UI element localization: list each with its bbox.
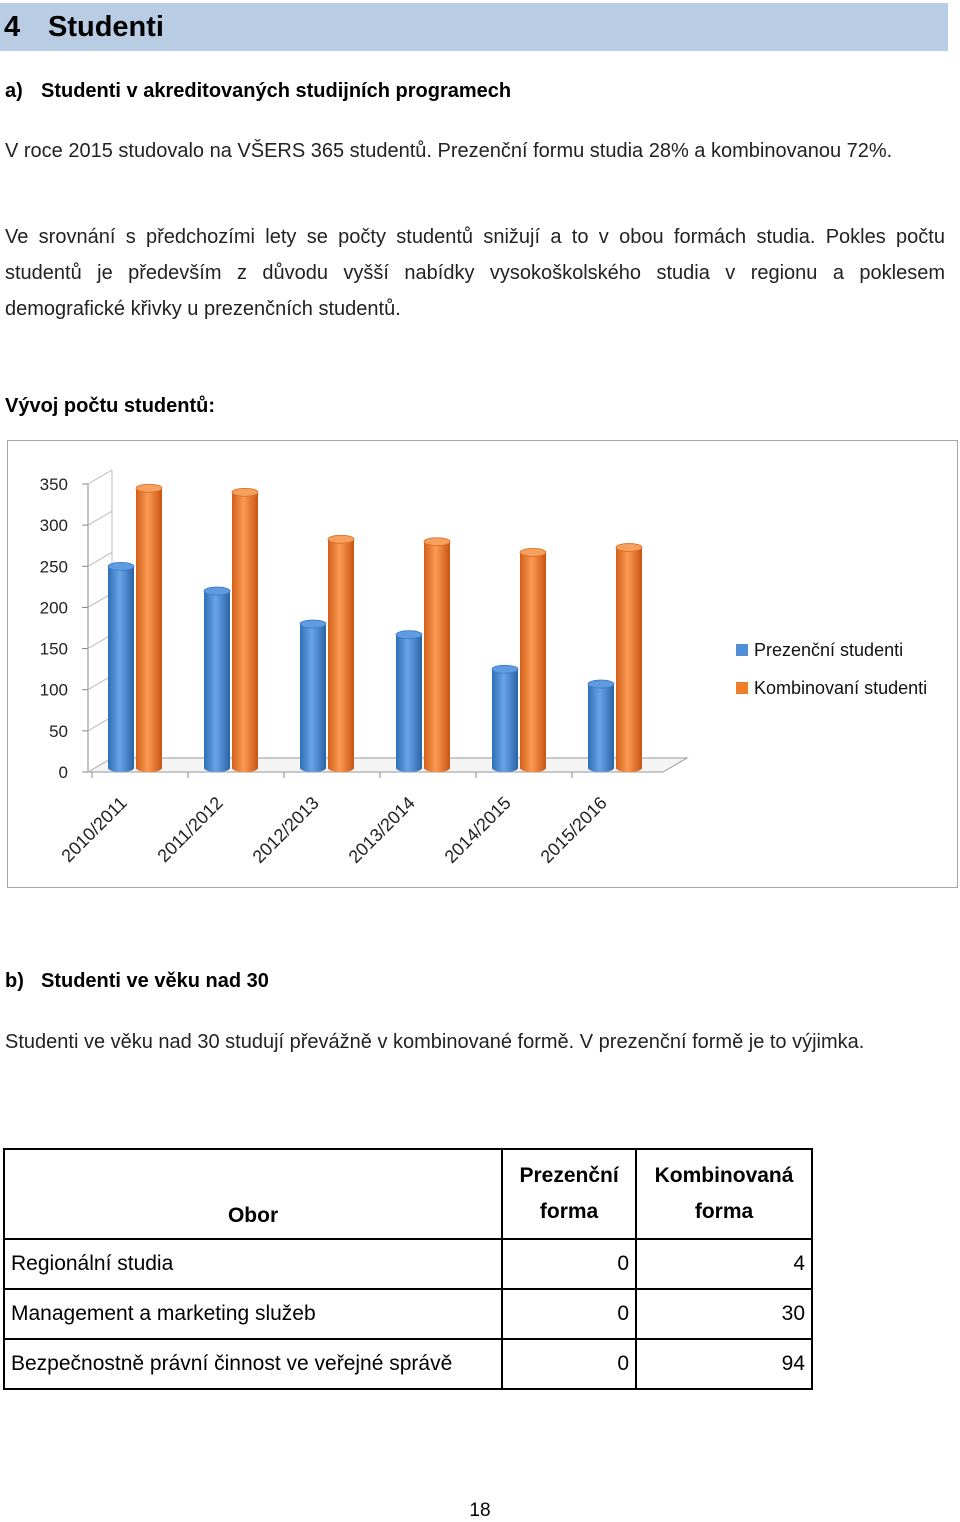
chart-legend — [736, 631, 927, 707]
bar — [300, 624, 326, 768]
x-tick-label: 2011/2012 — [153, 792, 227, 867]
bar-base — [492, 764, 518, 772]
bar-cap — [232, 488, 258, 496]
bar-base — [396, 764, 422, 772]
page-number: 18 — [469, 1500, 491, 1521]
chapter-title: Studenti — [48, 10, 164, 43]
cell-obor: Management a marketing služeb — [4, 1289, 502, 1339]
x-tick-label: 2010/2011 — [57, 792, 131, 867]
y-tick-diagonal — [88, 511, 112, 525]
bar — [328, 539, 354, 768]
bar-cap — [424, 538, 450, 546]
y-tick-diagonal — [88, 552, 112, 566]
x-tick-label: 2015/2016 — [536, 792, 611, 867]
legend-swatch-orange — [736, 682, 748, 694]
bar — [108, 566, 134, 768]
y-tick-label: 50 — [49, 721, 68, 741]
legend-swatch-blue — [736, 644, 748, 656]
y-tick-label: 150 — [39, 639, 68, 659]
section-b-heading — [5, 970, 269, 993]
legend-label-kombinovani: Kombinovaní studenti — [754, 677, 928, 698]
bar-cap — [616, 543, 642, 551]
table-row — [4, 1339, 812, 1389]
bar — [204, 591, 230, 768]
section-b-paragraph: Studenti ve věku nad 30 studují převážně v kombinované formě. V prezenční formě je to výjimka. — [5, 1031, 865, 1053]
cell-prezencni: 0 — [502, 1289, 636, 1339]
section-a-paragraph-2: Ve srovnání s předchozími lety se počty studentů snižují a to v obou formách studia. Pokles počtu studentů je především z důvodu vyšší nabídky vysokoškolského studia v regionu a poklesem demografické křivky u prezenčních studentů. — [5, 226, 945, 320]
cell-prezencni: 0 — [502, 1339, 636, 1389]
table-row — [4, 1239, 812, 1289]
y-tick-label: 250 — [39, 557, 68, 577]
bar-base — [588, 764, 614, 772]
bar-base — [204, 764, 230, 772]
bar-base — [232, 764, 258, 772]
header-prezencni: Prezenční forma — [502, 1149, 636, 1239]
bar-base — [108, 764, 134, 772]
bar — [396, 635, 422, 768]
section-a-letter: a) — [5, 80, 23, 102]
section-b-letter: b) — [5, 970, 24, 992]
legend-label-prezencni: Prezenční studenti — [754, 639, 904, 660]
bar — [616, 547, 642, 768]
section-b-title: Studenti ve věku nad 30 — [41, 970, 269, 992]
cell-obor: Bezpečnostně právní činnost ve veřejné správě — [4, 1339, 502, 1389]
bar-base — [300, 764, 326, 772]
chart-heading: Vývoj počtu studentů: — [5, 395, 215, 417]
legend-item-kombinovani — [736, 669, 927, 707]
legend-item-prezencni — [736, 631, 927, 669]
table-header-row — [4, 1149, 812, 1239]
bar-cap — [588, 680, 614, 688]
bar-cap — [520, 548, 546, 556]
bar-base — [520, 764, 546, 772]
x-tick-label: 2012/2013 — [248, 792, 323, 867]
student-chart — [7, 440, 958, 888]
y-tick-label: 0 — [58, 763, 68, 782]
bar — [520, 552, 546, 768]
header-kombinovana: Kombinovaná forma — [636, 1149, 812, 1239]
section-a-heading — [5, 80, 511, 103]
y-tick-label: 100 — [39, 680, 68, 700]
bar-base — [424, 764, 450, 772]
section-a-title: Studenti v akreditovaných studijních programech — [41, 80, 512, 102]
y-tick-label: 300 — [39, 516, 68, 536]
cell-kombinovana: 30 — [636, 1289, 812, 1339]
bar — [424, 542, 450, 768]
bar-cap — [492, 665, 518, 673]
chapter-number: 4 — [4, 10, 21, 43]
header-obor: Obor — [4, 1149, 502, 1239]
y-tick-label: 350 — [39, 475, 68, 494]
cell-kombinovana: 4 — [636, 1239, 812, 1289]
y-tick-label: 200 — [39, 598, 68, 618]
bar-cap — [136, 484, 162, 492]
cell-obor: Regionální studia — [4, 1239, 502, 1289]
bar-base — [328, 764, 354, 772]
bar-cap — [204, 587, 230, 595]
bar — [232, 492, 258, 768]
y-tick-diagonal — [88, 470, 112, 484]
bar-base — [616, 764, 642, 772]
bar-cap — [328, 535, 354, 543]
cell-prezencni: 0 — [502, 1239, 636, 1289]
x-tick-label: 2014/2015 — [440, 792, 515, 867]
bar — [492, 669, 518, 768]
cell-kombinovana: 94 — [636, 1339, 812, 1389]
bar-base — [136, 764, 162, 772]
x-tick-label: 2013/2014 — [344, 792, 419, 867]
bar-cap — [396, 631, 422, 639]
bar-cap — [108, 562, 134, 570]
bar-cap — [300, 620, 326, 628]
bar — [588, 684, 614, 768]
table-row — [4, 1289, 812, 1339]
chapter-heading — [0, 3, 948, 51]
age-table — [3, 1148, 813, 1390]
section-a-paragraph-1: V roce 2015 studovalo na VŠERS 365 studentů. Prezenční formu studia 28% a kombinovanou 72%. — [5, 140, 893, 162]
bar — [136, 488, 162, 768]
chart-bars — [108, 484, 642, 772]
